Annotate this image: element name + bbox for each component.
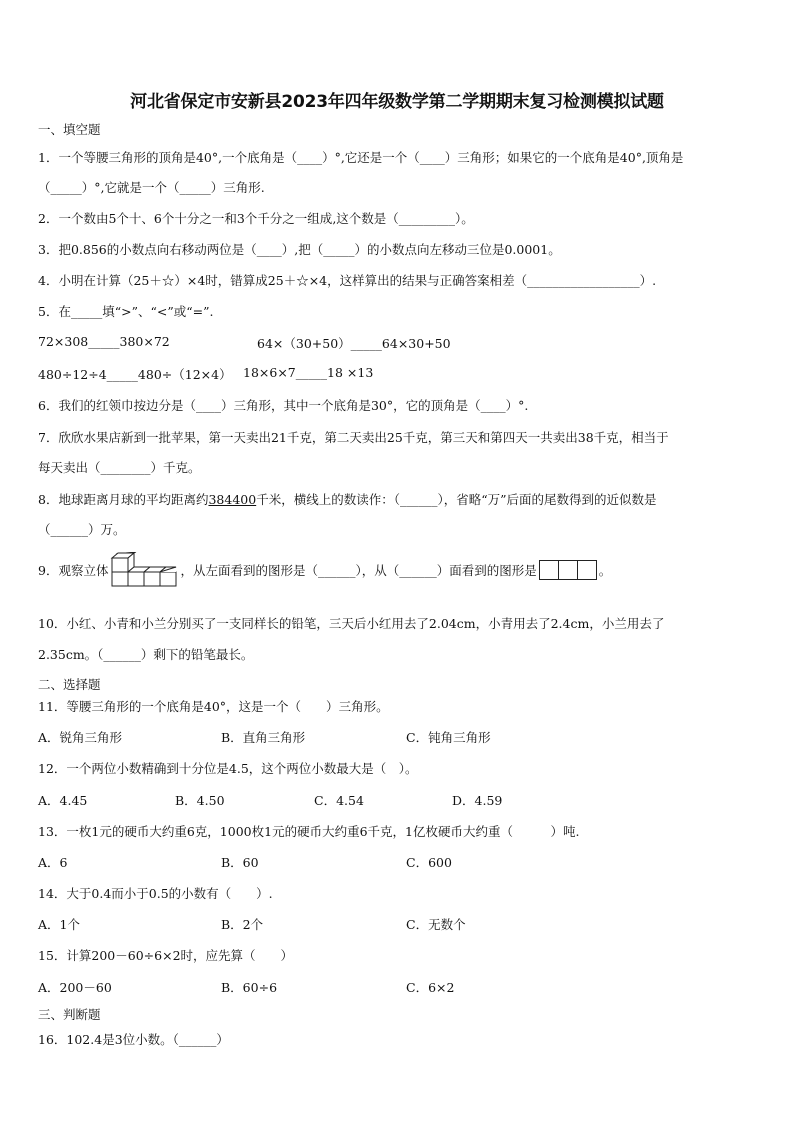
question-14-option-b: B．2个 [221,917,264,932]
question-5-intro: 5．在_____填“>”、“<”或“=”. [38,304,214,319]
question-9-pre: 9．观察立体 [38,563,109,578]
question-13-option-b: B．60 [221,855,259,870]
question-3: 3．把0.856的小数点向右移动两位是（____）,把（_____）的小数点向左移动三位是0.0001。 [38,242,561,257]
question-14-option-c: C．无数个 [406,917,466,932]
question-8-post: 千米，横线上的数读作：（______），省略“万”后面的尾数得到的近似数是 [256,492,657,507]
question-8-line-1 [38,490,656,508]
question-7-line-2: 每天卖出（________）千克。 [38,460,201,475]
question-11-stem: 11．等腰三角形的一个底角是40°，这是一个（ ）三角形。 [38,699,389,714]
question-15-option-c: C．6×2 [406,980,455,995]
question-12-option-b: B．4.50 [175,793,225,808]
page-title: 河北省保定市安新县2023年四年级数学第二学期期末复习检测模拟试题 [130,92,664,112]
question-1-line-2: （_____）°,它就是一个（_____）三角形. [38,180,265,195]
section-true-false: 三、判断题 [38,1007,101,1022]
question-5-item-d: 18×6×7_____18 ×13 [243,365,374,380]
section-multiple-choice: 二、选择题 [38,677,101,692]
question-1-line-1: 1．一个等腰三角形的顶角是40°,一个底角是（____）°,它还是一个（____）三角形；如果它的一个底角是40°,顶角是 [38,150,684,165]
question-15-stem: 15．计算200－60÷6×2时，应先算（ ） [38,948,294,963]
question-9-end: 。 [598,563,612,578]
question-14-option-a: A．1个 [38,917,80,932]
question-9-post: ，从左面看到的图形是（______），从（______）面看到的图形是 [180,563,537,578]
question-11-option-a: A．锐角三角形 [38,730,123,745]
question-12-option-d: D．4.59 [452,793,503,808]
question-7-line-1: 7．欣欣水果店新到一批苹果，第一天卖出21千克，第二天卖出25千克，第三天和第四天一共卖出38千克，相当于 [38,430,669,445]
question-15-option-a: A．200－60 [38,980,112,995]
question-12-option-c: C．4.54 [314,793,364,808]
question-8-line-2: （______）万。 [38,522,126,537]
question-14-stem: 14．大于0.4而小于0.5的小数有（ ）. [38,886,273,901]
question-10-line-2: 2.35cm。（______）剩下的铅笔最长。 [38,647,254,662]
question-11-option-c: C．钝角三角形 [406,730,491,745]
question-6: 6．我们的红领巾按边分是（____）三角形，其中一个底角是30°，它的顶角是（____）°. [38,398,529,413]
question-5-item-b: 64×（30+50）_____64×30+50 [257,336,451,351]
question-10-line-1: 10．小红、小青和小兰分别买了一支同样长的铅笔，三天后小红用去了2.04cm，小青用去了2.4cm，小兰用去了 [38,616,665,631]
cube-solid-figure [110,552,178,588]
question-5-item-c: 480÷12÷4_____480÷（12×4） [38,367,232,382]
question-11-option-b: B．直角三角形 [221,730,306,745]
section-fill-blank: 一、填空题 [38,122,101,137]
question-8-pre: 8．地球距离月球的平均距离约 [38,492,209,507]
three-square-strip-figure [539,560,597,580]
question-13-stem: 13．一枚1元的硬币大约重6克，1000枚1元的硬币大约重6千克，1亿枚硬币大约重（ ）吨. [38,824,580,839]
question-8-number: 384400 [208,492,257,507]
question-9 [38,552,611,588]
question-12-stem: 12．一个两位小数精确到十分位是4.5，这个两位小数最大是（ ）。 [38,761,418,776]
question-15-option-b: B．60÷6 [221,980,278,995]
question-2: 2．一个数由5个十、6个十分之一和3个千分之一组成,这个数是（_________）。 [38,211,474,226]
question-12-option-a: A．4.45 [38,793,88,808]
question-13-option-a: A．6 [38,855,68,870]
question-5-item-a: 72×308_____380×72 [38,334,170,349]
question-4: 4．小明在计算（25＋☆）×4时，错算成25＋☆×4，这样算出的结果与正确答案相差（__________________）. [38,273,657,288]
question-13-option-c: C．600 [406,855,452,870]
question-16: 16．102.4是3位小数。（______） [38,1032,229,1047]
